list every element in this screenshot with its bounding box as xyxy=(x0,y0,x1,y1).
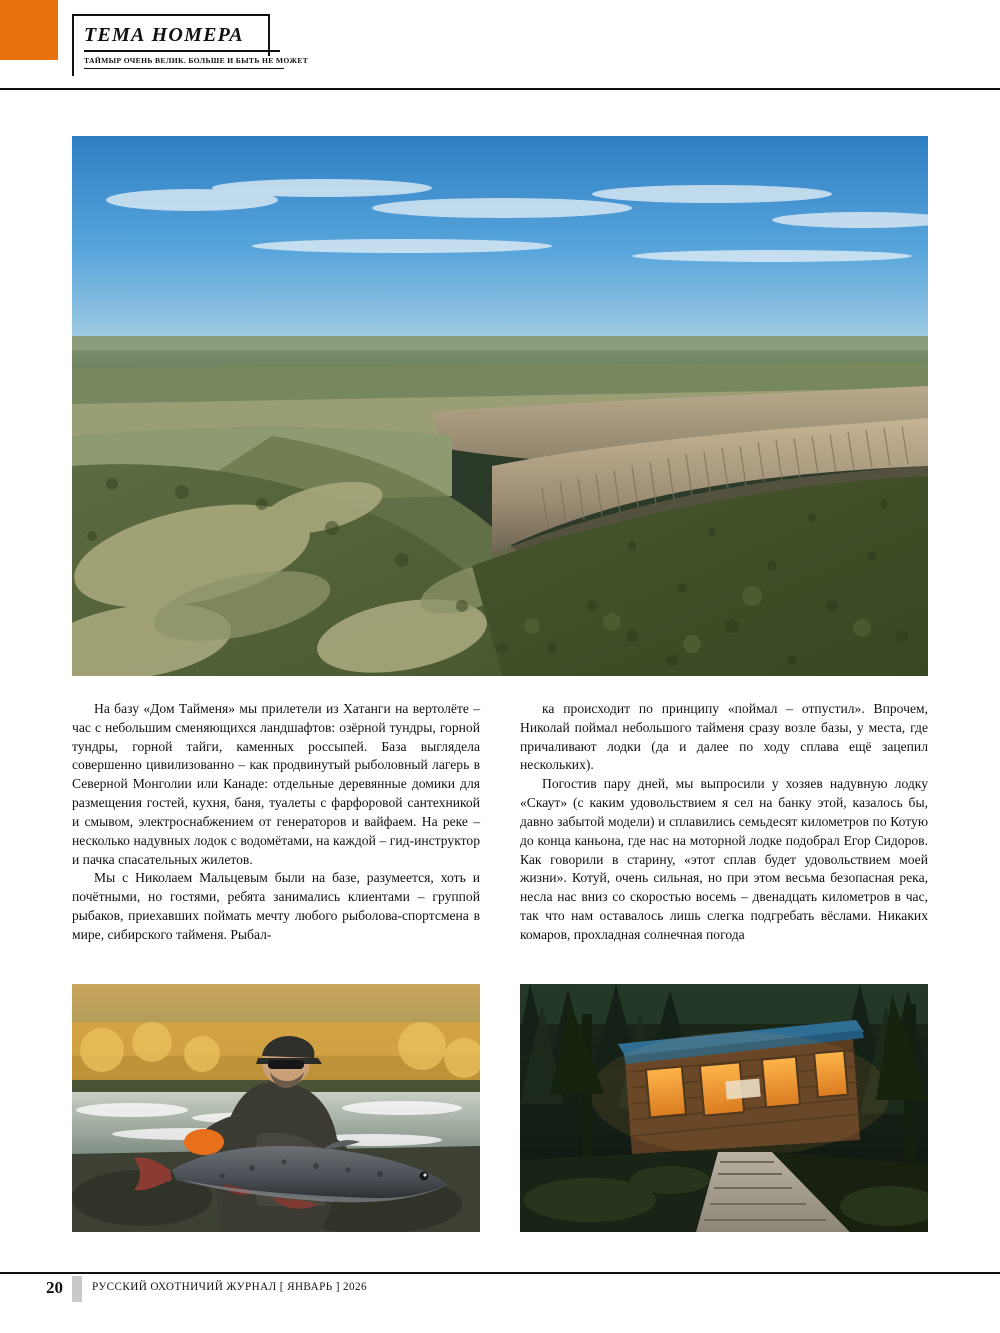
footer-publication xyxy=(92,1281,367,1293)
section-subtitle: ТАЙМЫР ОЧЕНЬ ВЕЛИК. БОЛЬШЕ И БЫТЬ НЕ МОЖЕТ xyxy=(84,55,309,65)
hero-photo xyxy=(72,136,928,676)
page-number: 20 xyxy=(46,1278,63,1297)
photo-angler-with-taimen xyxy=(72,984,480,1232)
header-divider xyxy=(0,88,1000,90)
footer-year: 2026 xyxy=(343,1281,368,1293)
footer-publication-name: РУССКИЙ ОХОТНИЧИЙ ЖУРНАЛ [ ЯНВАРЬ ] xyxy=(92,1281,340,1293)
accent-bar xyxy=(0,0,58,60)
angler-illustration xyxy=(72,984,480,1232)
footer-divider xyxy=(0,1272,1000,1274)
paragraph: Мы с Николаем Мальцевым были на базе, разумеется, хоть и почётными, но гостями, ребята занимались клиентами – группой рыбаков, приехавших поймать мечту любого рыболова-спортсмена в мире, сибирского тайменя. Рыбал- xyxy=(72,870,480,942)
paragraph: ка происходит по принципу «поймал – отпустил». Впрочем, Николай поймал небольшого тайменя сразу возле базы, у места, где причаливают лодки (да и далее по ходу сплава ещё зацепил нескольких). xyxy=(520,701,928,773)
footer-marker xyxy=(72,1276,82,1302)
article-column-left xyxy=(72,700,480,945)
cabin-illustration xyxy=(520,984,928,1232)
photo-camp-cabin-at-night xyxy=(520,984,928,1232)
paragraph: Погостив пару дней, мы выпросили у хозяев надувную лодку «Скаут» (с каким удовольствием я сел на банку этой, казалось бы, давно забытой модели) и сплавились семьдесят километров по Котую до конца каньона, где нас на моторной лодке подобрал Егор Сидоров. Как говорили в старину, «этот сплав будет удовольствием моей жизни». Котуй, очень сильная, но при этом весьма безопасная река, несла нас вниз со скоростью восемь – двенадцать километров в час, так что нам оставалось лишь слегка подгребать вёслами. Никаких комаров, прохладная солнечная погода xyxy=(520,776,928,942)
subtitle-underline xyxy=(84,68,284,70)
title-underline xyxy=(84,50,280,52)
article-column-right xyxy=(520,700,928,945)
page-title: ТЕМА НОМЕРА xyxy=(84,24,244,46)
header-box-top-rule xyxy=(72,14,270,16)
paragraph: На базу «Дом Тайменя» мы прилетели из Хатанги на вертолёте – час с небольшим сменяющихся ландшафтов: озёрной тундры, горной тундры, горной тайги, каменных россыпей. База выглядела совершенно цивилизованно – как продвинутый рыболовный лагерь в Северной Монголии или Канаде: отдельные деревянные домики для размещения гостей, кухня, баня, туалеты с фарфоровой сантехникой и смывом, электроснабжением от генераторов и вайфаем. На реке – несколько надувных лодок с водомётами, на каждой – гид-инструктор и пачка спасательных жилетов. xyxy=(72,701,480,867)
section-header xyxy=(72,18,332,69)
hero-illustration xyxy=(72,136,928,676)
